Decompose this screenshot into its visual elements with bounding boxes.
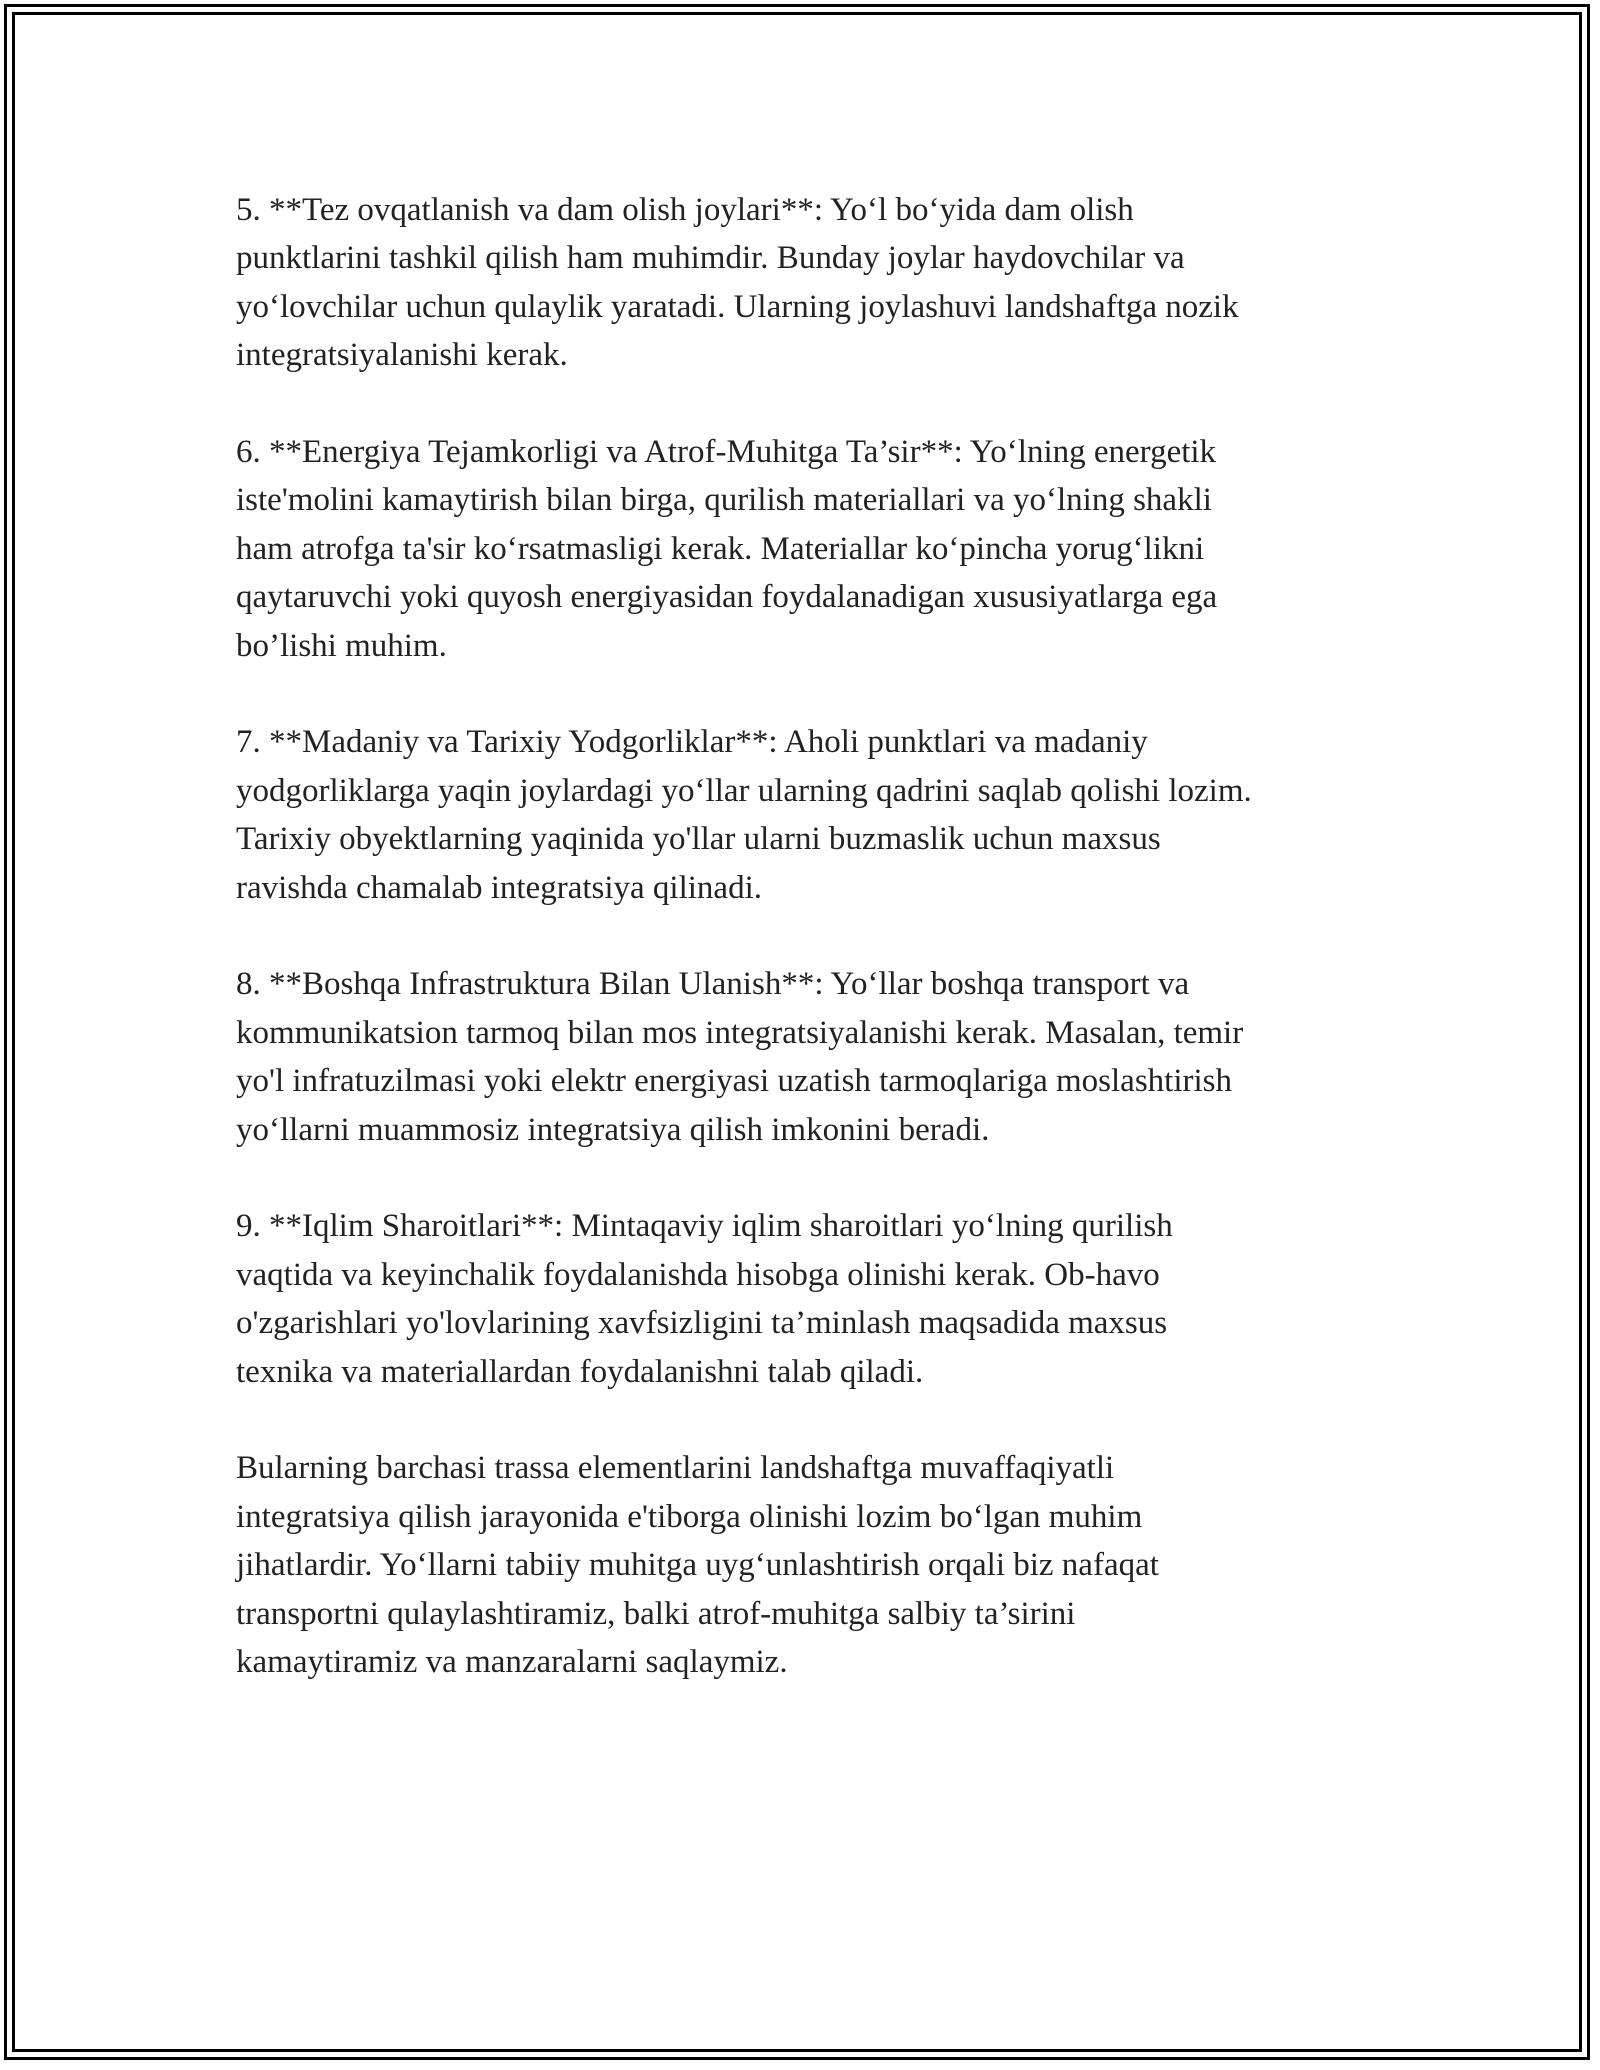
text-line: o'zgarishlari yo'lovlarining xavfsizligini ta’minlash maqsadida maxsus [236,1305,1168,1342]
text-line: ham atrofga ta'sir ko‘rsatmasligi kerak. Materiallar ko‘pincha yorug‘likni [236,530,1205,567]
text-line: bo’lishi muhim. [236,627,447,664]
text-line: yodgorliklarga yaqin joylardagi yo‘llar ularning qadrini saqlab qolishi lozim. [236,772,1252,809]
paragraph-energy-efficiency [236,428,1396,670]
text-line: Tarixiy obyektlarning yaqinida yo'llar ularni buzmaslik uchun maxsus [236,821,1161,858]
text-line: Bularning barchasi trassa elementlarini landshaftga muvaffaqiyatli [236,1450,1115,1487]
text-line: kommunikatsion tarmoq bilan mos integratsiyalanishi kerak. Masalan, temir [236,1014,1244,1051]
text-line: 9. **Iqlim Sharoitlari**: Mintaqaviy iqlim sharoitlari yo‘lning qurilish [236,1208,1173,1245]
text-line: 5. **Tez ovqatlanish va dam olish joylari**: Yo‘l bo‘yida dam olish [236,192,1134,228]
paragraph-infrastructure [236,960,1396,1154]
text-line: transportni qulaylashtiramiz, balki atrof-muhitga salbiy ta’sirini [236,1595,1076,1632]
text-line: kamaytiramiz va manzaralarni saqlaymiz. [236,1644,788,1681]
text-line: 8. **Boshqa Infrastruktura Bilan Ulanish**: Yo‘llar boshqa transport va [236,966,1190,1003]
document-body [236,186,1396,1735]
paragraph-rest-stops [236,186,1396,380]
text-line: integratsiyalanishi kerak. [236,337,568,374]
text-line: 6. **Energiya Tejamkorligi va Atrof-Muhitga Ta’sir**: Yo‘lning energetik [236,434,1217,471]
text-line: iste'molini kamaytirish bilan birga, qurilish materiallari va yo‘lning shakli [236,482,1212,519]
text-line: yo‘llarni muammosiz integratsiya qilish imkonini beradi. [236,1111,990,1148]
paragraph-conclusion [236,1444,1396,1686]
text-line: texnika va materiallardan foydalanishni talab qiladi. [236,1353,924,1390]
text-line: yo‘lovchilar uchun qulaylik yaratadi. Ularning joylashuvi landshaftga nozik [236,288,1239,325]
text-line: punktlarini tashkil qilish ham muhimdir. Bunday joylar haydovchilar va [236,240,1185,277]
text-line: ravishda chamalab integratsiya qilinadi. [236,869,762,906]
text-line: jihatlardir. Yo‘llarni tabiiy muhitga uyg‘unlashtirish orqali biz nafaqat [236,1547,1159,1584]
text-line: yo'l infratuzilmasi yoki elektr energiyasi uzatish tarmoqlariga moslashtirish [236,1063,1233,1100]
paragraph-climate [236,1202,1396,1396]
text-line: vaqtida va keyinchalik foydalanishda hisobga olinishi kerak. Ob-havo [236,1256,1160,1293]
text-line: qaytaruvchi yoki quyosh energiyasidan foydalanadigan xususiyatlarga ega [236,579,1218,616]
paragraph-cultural-monuments [236,718,1396,912]
text-line: 7. **Madaniy va Tarixiy Yodgorliklar**: Aholi punktlari va madaniy [236,724,1148,761]
text-line: integratsiya qilish jarayonida e'tiborga olinishi lozim bo‘lgan muhim [236,1498,1143,1535]
